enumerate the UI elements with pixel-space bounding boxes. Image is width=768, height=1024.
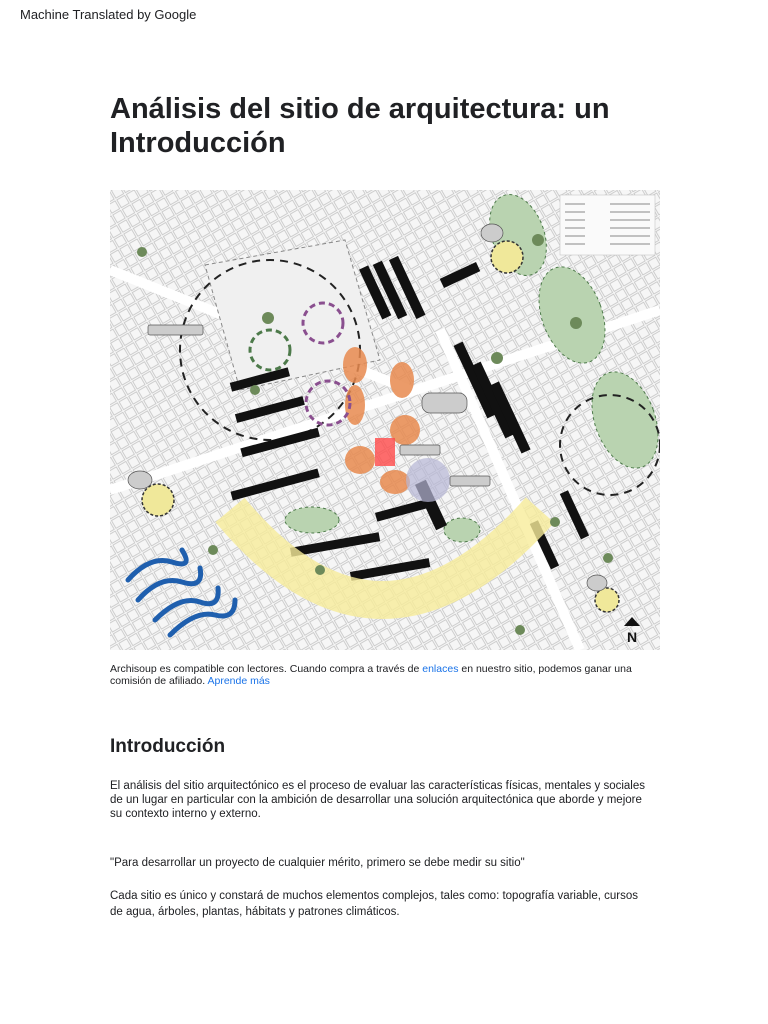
site-analysis-map [110, 190, 660, 650]
enlaces-link[interactable]: enlaces [422, 663, 459, 675]
paragraph-elements: Cada sitio es único y constará de muchos elementos complejos, tales como: topografía variable, cursos de agua, árboles, plantas, hábitats y patrones climáticos. [110, 890, 638, 918]
caption-text: Archisoup es compatible con lectores. Cuando compra a través de [110, 663, 423, 675]
svg-text:N: N [626, 629, 638, 645]
site-analysis-figure [110, 190, 660, 650]
node-zone [406, 458, 450, 502]
site-plot [375, 438, 395, 466]
machine-translated-banner: Machine Translated by Google [20, 7, 197, 22]
page-title: Análisis del sitio de arquitectura: un Introducción [110, 93, 610, 159]
map-legend [560, 195, 655, 255]
section-heading: Introducción [110, 736, 226, 757]
affiliate-caption [110, 663, 650, 687]
paragraph-quote: "Para desarrollar un proyecto de cualquier mérito, primero se debe medir su sitio" [110, 857, 525, 869]
learn-more-link[interactable]: Aprende más [207, 675, 270, 687]
paragraph-intro: El análisis del sitio arquitectónico es el proceso de evaluar las características físicas, mentales y sociales de un lugar en particular con la ambición de desarrollar una solución arquitectónica que aborde y mejore su contexto interno y externo. [110, 780, 645, 820]
caption-text-middle: en nuestro sitio, podemos ganar una comisión de afiliado. [110, 663, 632, 687]
